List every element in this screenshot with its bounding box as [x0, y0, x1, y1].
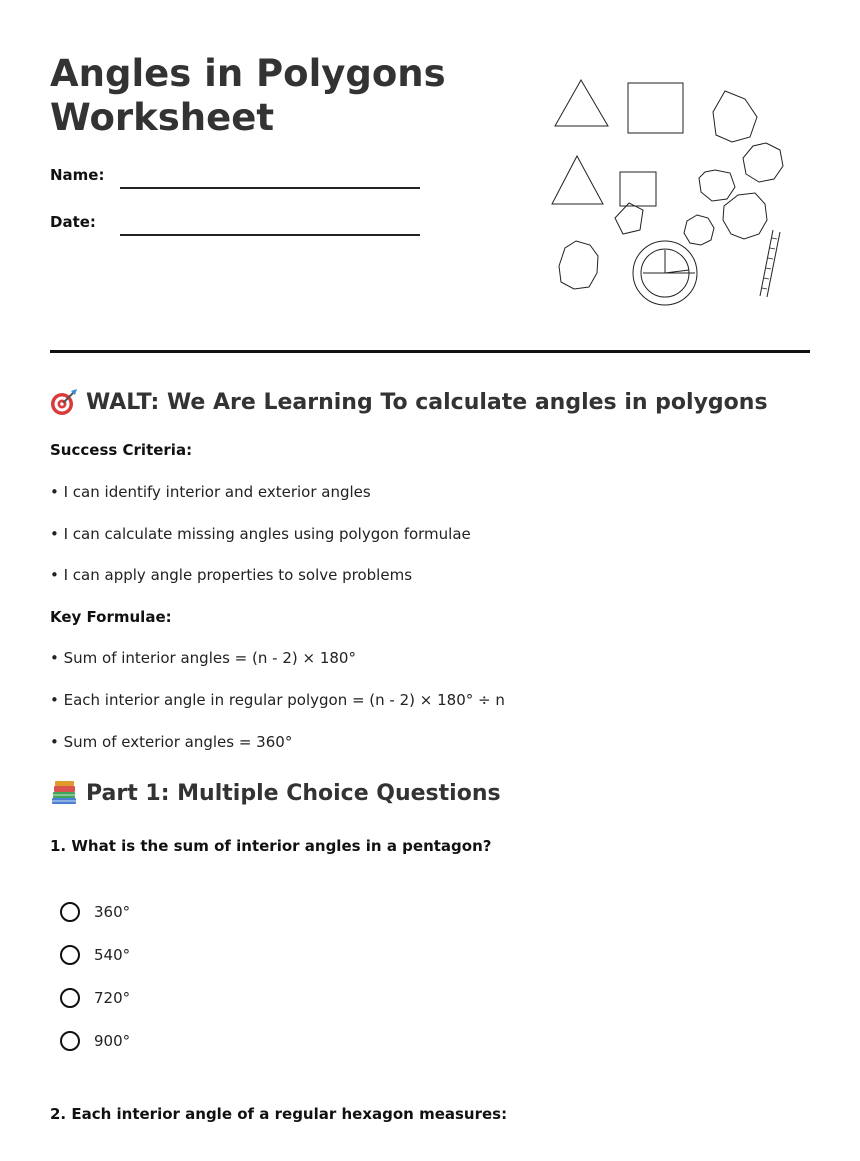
name-field-line[interactable]: [120, 187, 420, 189]
books-icon: [50, 779, 78, 807]
success-criteria-item: • I can identify interior and exterior angles: [50, 483, 371, 501]
radio-button[interactable]: [60, 945, 80, 965]
answer-option[interactable]: [60, 902, 130, 922]
answer-option[interactable]: [60, 1031, 130, 1051]
formula-item: • Sum of interior angles = (n - 2) × 180°: [50, 649, 356, 667]
part1-heading-text: Part 1: Multiple Choice Questions: [86, 780, 501, 806]
ruler-shape: [760, 230, 773, 296]
hexagon-shape: [713, 91, 757, 142]
walt-heading-text: WALT: We Are Learning To calculate angles in polygons: [86, 389, 768, 415]
answer-option[interactable]: [60, 988, 130, 1008]
question-1: 1. What is the sum of interior angles in a pentagon?: [50, 837, 492, 855]
answer-option[interactable]: [60, 945, 130, 965]
question-2: 2. Each interior angle of a regular hexagon measures:: [50, 1105, 508, 1123]
formula-item: • Sum of exterior angles = 360°: [50, 733, 293, 751]
radio-button[interactable]: [60, 1031, 80, 1051]
part1-heading: [50, 779, 501, 807]
answer-option-label: 900°: [94, 1032, 131, 1050]
success-criteria-item: • I can apply angle properties to solve problems: [50, 566, 413, 584]
polygon-shapes-illustration: [545, 70, 790, 310]
answer-option-label: 360°: [94, 903, 131, 921]
name-label: Name:: [50, 166, 105, 184]
square-shape: [628, 83, 683, 133]
square-shape-2: [620, 172, 656, 206]
success-criteria-item: • I can calculate missing angles using polygon formulae: [50, 525, 471, 543]
success-criteria-heading: Success Criteria:: [50, 441, 193, 459]
octagon-shape: [743, 143, 783, 182]
heptagon-shape: [559, 241, 598, 289]
radio-button[interactable]: [60, 988, 80, 1008]
triangle-shape-2: [552, 156, 603, 204]
answer-option-label: 540°: [94, 946, 131, 964]
walt-heading: [50, 388, 768, 416]
radio-button[interactable]: [60, 902, 80, 922]
page-title: Angles in Polygons Worksheet: [50, 52, 446, 139]
header-divider: [50, 350, 810, 353]
pentagon-shape: [615, 203, 643, 234]
formula-item: • Each interior angle in regular polygon = (n - 2) × 180° ÷ n: [50, 691, 505, 709]
answer-option-label: 720°: [94, 989, 131, 1007]
target-dart-icon: [50, 388, 78, 416]
key-formulae-heading: Key Formulae:: [50, 608, 172, 626]
nonagon-shape: [723, 193, 767, 239]
octagon-shape-3: [684, 215, 714, 245]
triangle-shape: [555, 80, 608, 126]
octagon-shape-2: [699, 170, 735, 201]
date-label: Date:: [50, 213, 96, 231]
date-field-line[interactable]: [120, 234, 420, 236]
